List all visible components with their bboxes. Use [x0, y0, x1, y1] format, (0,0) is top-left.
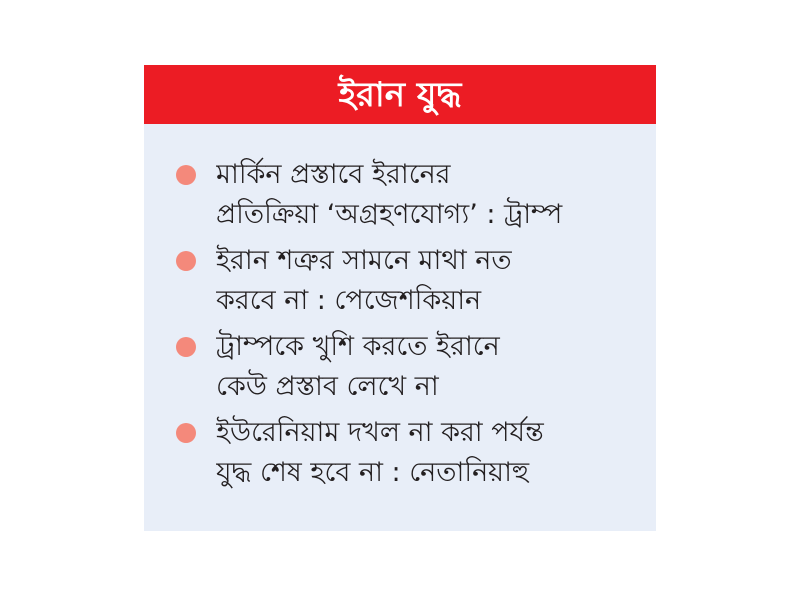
headline-text [216, 413, 646, 493]
headline-line-1: মার্কিন প্রস্তাবে ইরানের [216, 159, 451, 190]
headline-list [144, 155, 656, 499]
headline-item [144, 155, 656, 241]
headline-item [144, 413, 656, 499]
headline-text [216, 241, 646, 321]
bullet-dot-icon [176, 165, 196, 185]
headline-line-2: যুদ্ধ শেষ হবে না : নেতানিয়াহু [216, 457, 530, 488]
headline-line-2: কেউ প্রস্তাব লেখে না [216, 371, 439, 402]
bullet-dot-icon [176, 251, 196, 271]
news-card [144, 65, 656, 531]
headline-text [216, 327, 646, 407]
headline-line-2: করবে না : পেজেশকিয়ান [216, 285, 482, 316]
headline-line-1: ট্রাম্পকে খুশি করতে ইরানে [216, 331, 500, 362]
bullet-dot-icon [176, 423, 196, 443]
headline-item [144, 327, 656, 413]
headline-text [216, 155, 646, 235]
header-title: ইরান যুদ্ধ [338, 74, 462, 115]
headline-item [144, 241, 656, 327]
headline-line-1: ইরান শত্রুর সামনে মাথা নত [216, 245, 512, 276]
headline-line-1: ইউরেনিয়াম দখল না করা পর্যন্ত [216, 417, 544, 448]
bullet-dot-icon [176, 337, 196, 357]
card-header [144, 65, 656, 124]
headline-line-2: প্রতিক্রিয়া ‘অগ্রহণযোগ্য’ : ট্রাম্প [216, 199, 563, 230]
